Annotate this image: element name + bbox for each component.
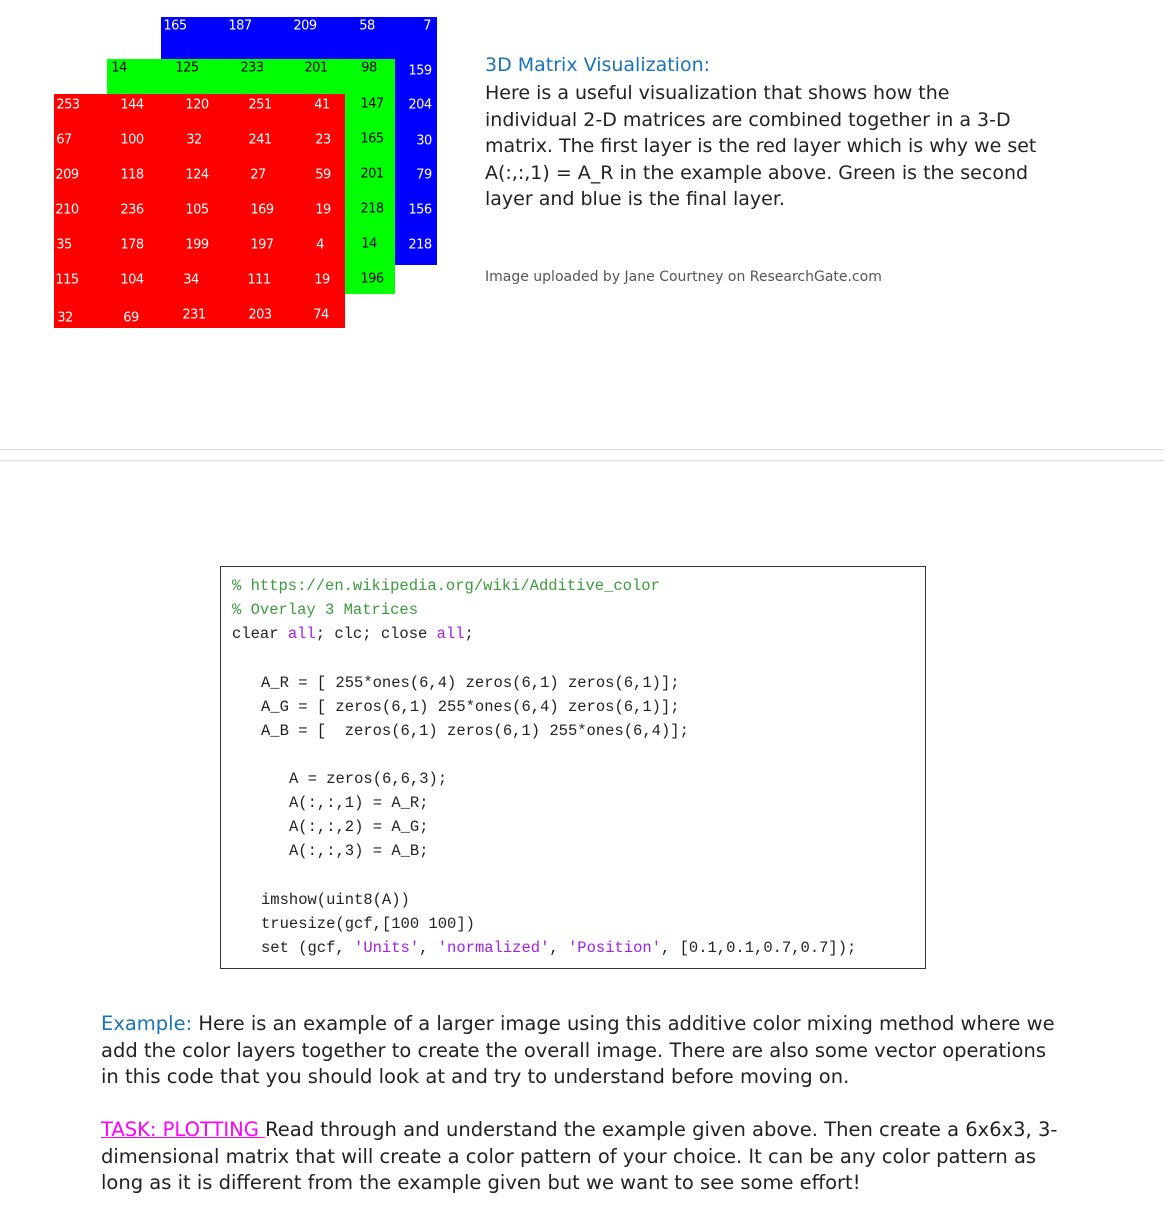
matrix-visualization [0,0,460,340]
matrix-cell: 111 [247,272,271,288]
code-token: ; clc; close [315,625,437,643]
visualization-description: Here is a useful visualization that shows how the individual 2-D matrices are combined together in a 3-D matrix. The first layer is the red layer which is why we set A(:,:,1) = A_R in the example above. Green is the second layer and blue is the final layer. [485,82,1037,210]
matrix-cell: 41 [314,97,330,113]
matrix-cell: 241 [248,132,272,148]
matrix-cell: 187 [228,18,252,34]
matrix-cell: 27 [250,167,266,183]
code-line: imshow(uint8(A)) [261,891,410,909]
matrix-cell: 115 [55,272,79,288]
matrix-cell: 19 [314,272,330,288]
section-divider [0,449,1164,461]
matrix-cell: 201 [304,60,328,76]
code-token: set (gcf, [261,939,355,957]
matrix-cell: 105 [185,202,209,218]
matrix-cell: 69 [123,310,139,326]
matrix-cell: 58 [359,18,375,34]
matrix-cell: 218 [408,237,432,253]
code-comment: % https://en.wikipedia.org/wiki/Additive_color [232,577,660,595]
example-label: Example: [101,1012,193,1035]
red-layer [54,94,345,328]
matrix-cell: 251 [248,97,272,113]
code-line: A_B = [ zeros(6,1) zeros(6,1) 255*ones(6,4)]; [261,722,689,740]
code-block [220,566,926,969]
matrix-cell: 144 [120,97,144,113]
code-line: A(:,:,1) = A_R; [289,794,429,812]
code-line: truesize(gcf,[100 100]) [261,915,475,933]
matrix-cell: 19 [315,202,331,218]
code-token: ; [464,625,474,643]
task-paragraph [101,1117,1061,1197]
code-token: clear [232,625,288,643]
matrix-cell: 7 [423,18,431,34]
code-line [232,627,474,643]
code-line: A_G = [ zeros(6,1) 255*ones(6,4) zeros(6,1)]; [261,698,680,716]
code-line: A_R = [ 255*ones(6,4) zeros(6,1) zeros(6,1)]; [261,674,680,692]
code-string: 'Units' [354,939,420,957]
matrix-cell: 196 [360,271,384,287]
matrix-cell: 199 [185,237,209,253]
matrix-cell: 204 [408,97,432,113]
code-string: 'normalized' [437,939,550,957]
image-credit: Image uploaded by Jane Courtney on ResearchGate.com [485,269,882,285]
matrix-cell: 98 [361,60,377,76]
matrix-cell: 104 [120,272,144,288]
matrix-cell: 159 [408,63,432,79]
matrix-cell: 233 [240,60,264,76]
code-keyword: all [436,625,465,643]
code-comment: % Overlay 3 Matrices [232,601,419,619]
matrix-cell: 209 [55,167,79,183]
matrix-cell: 120 [185,97,209,113]
matrix-cell: 165 [163,18,187,34]
matrix-cell: 201 [360,166,384,182]
code-string: 'Position' [567,939,661,957]
matrix-cell: 253 [56,97,80,113]
matrix-cell: 236 [120,202,144,218]
code-token: , [0.1,0.1,0.7,0.7]); [661,939,857,957]
matrix-cell: 34 [183,272,199,288]
matrix-cell: 197 [250,237,274,253]
matrix-cell: 147 [360,96,384,112]
visualization-title: 3D Matrix Visualization: [485,54,711,76]
task-label: TASK: PLOTTING [101,1118,266,1141]
matrix-cell: 67 [56,132,72,148]
matrix-cell: 125 [175,60,199,76]
matrix-cell: 32 [186,132,202,148]
matrix-cell: 156 [408,202,432,218]
matrix-cell: 32 [57,310,73,326]
matrix-cell: 169 [250,202,274,218]
example-paragraph [101,1011,1061,1091]
matrix-cell: 209 [293,18,317,34]
matrix-cell: 23 [315,132,331,148]
matrix-cell: 30 [416,133,432,149]
code-token: , [419,939,438,957]
matrix-cell: 74 [313,307,329,323]
matrix-cell: 14 [361,236,377,252]
code-line: A(:,:,2) = A_G; [289,818,429,836]
task-text: Read through and understand the example given above. Then create a 6x6x3, 3-dimensional matrix that will create a color pattern of your choice. It can be any color pattern as long as it is different from the example given but we want to see some effort! [101,1118,1058,1194]
code-line: A(:,:,3) = A_B; [289,842,429,860]
code-line: A = zeros(6,6,3); [289,770,448,788]
matrix-cell: 118 [120,167,144,183]
matrix-cell: 165 [360,131,384,147]
matrix-cell: 124 [185,167,209,183]
matrix-cell: 59 [315,167,331,183]
matrix-cell: 203 [248,307,272,323]
example-text: Here is an example of a larger image using this additive color mixing method where we add the color layers together to create the overall image. There are also some vector operations in this code that you should look at and try to understand before moving on. [101,1012,1055,1088]
matrix-cell: 178 [120,237,144,253]
code-token: , [549,939,568,957]
matrix-cell: 210 [55,202,79,218]
matrix-cell: 4 [316,237,324,253]
matrix-cell: 14 [111,60,127,76]
matrix-cell: 35 [56,237,72,253]
matrix-cell: 79 [416,167,432,183]
matrix-cell: 100 [120,132,144,148]
matrix-cell: 218 [360,201,384,217]
matrix-cell: 231 [182,307,206,323]
code-line [261,941,856,957]
code-keyword: all [287,625,316,643]
